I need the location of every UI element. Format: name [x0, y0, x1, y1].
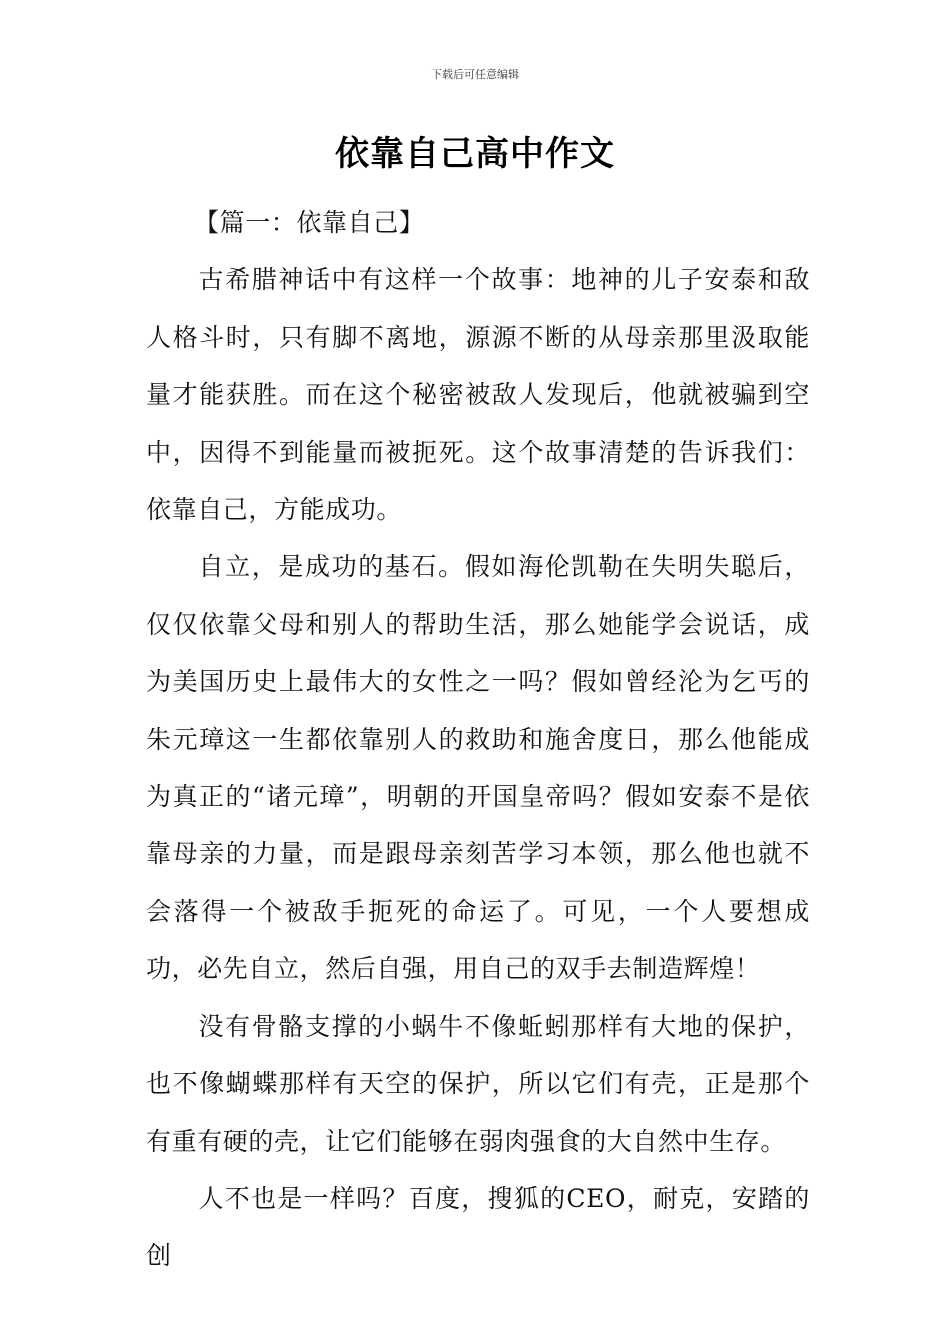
paragraph-4: 人不也是一样吗？百度，搜狐的CEO，耐克，安踏的创 — [146, 1183, 810, 1271]
section-heading: 【篇一：依靠自己】 — [194, 208, 425, 237]
paragraph-3: 没有骨骼支撑的小蜗牛不像蚯蚓那样有大地的保护，也不像蝴蝶那样有天空的保护，所以它们有壳，正是那个有重有硬的壳，让它们能够在弱肉强食的大自然中生存。 — [146, 1011, 810, 1156]
document-title: 依靠自己高中作文 — [335, 134, 615, 174]
paragraph-2: 自立，是成功的基石。假如海伦凯勒在失明失聪后，仅仅依靠父母和别人的帮助生活，那么她能学会说话，成为美国历史上最伟大的女性之一吗？假如曾经沦为乞丐的朱元璋这一生都依靠别人的救助和施舍度日，那么他能成为真正的“诸元璋”，明朝的开国皇帝吗？假如安泰不是依靠母亲的力量，而是跟母亲刻苦学习本领，那么他也就不会落得一个被敌手扼死的命运了。可见，一个人要想成功，必先自立，然后自强，用自己的双手去制造辉煌！ — [146, 552, 810, 984]
header-note: 下载后可任意编辑 — [431, 68, 519, 81]
document-body — [146, 194, 810, 1285]
paragraph-1: 古希腊神话中有这样一个故事：地神的儿子安泰和敌人格斗时，只有脚不离地，源源不断的从母亲那里汲取能量才能获胜。而在这个秘密被敌人发现后，他就被骗到空中，因得不到能量而被扼死。这个故事清楚的告诉我们：依靠自己，方能成功。 — [146, 265, 810, 525]
